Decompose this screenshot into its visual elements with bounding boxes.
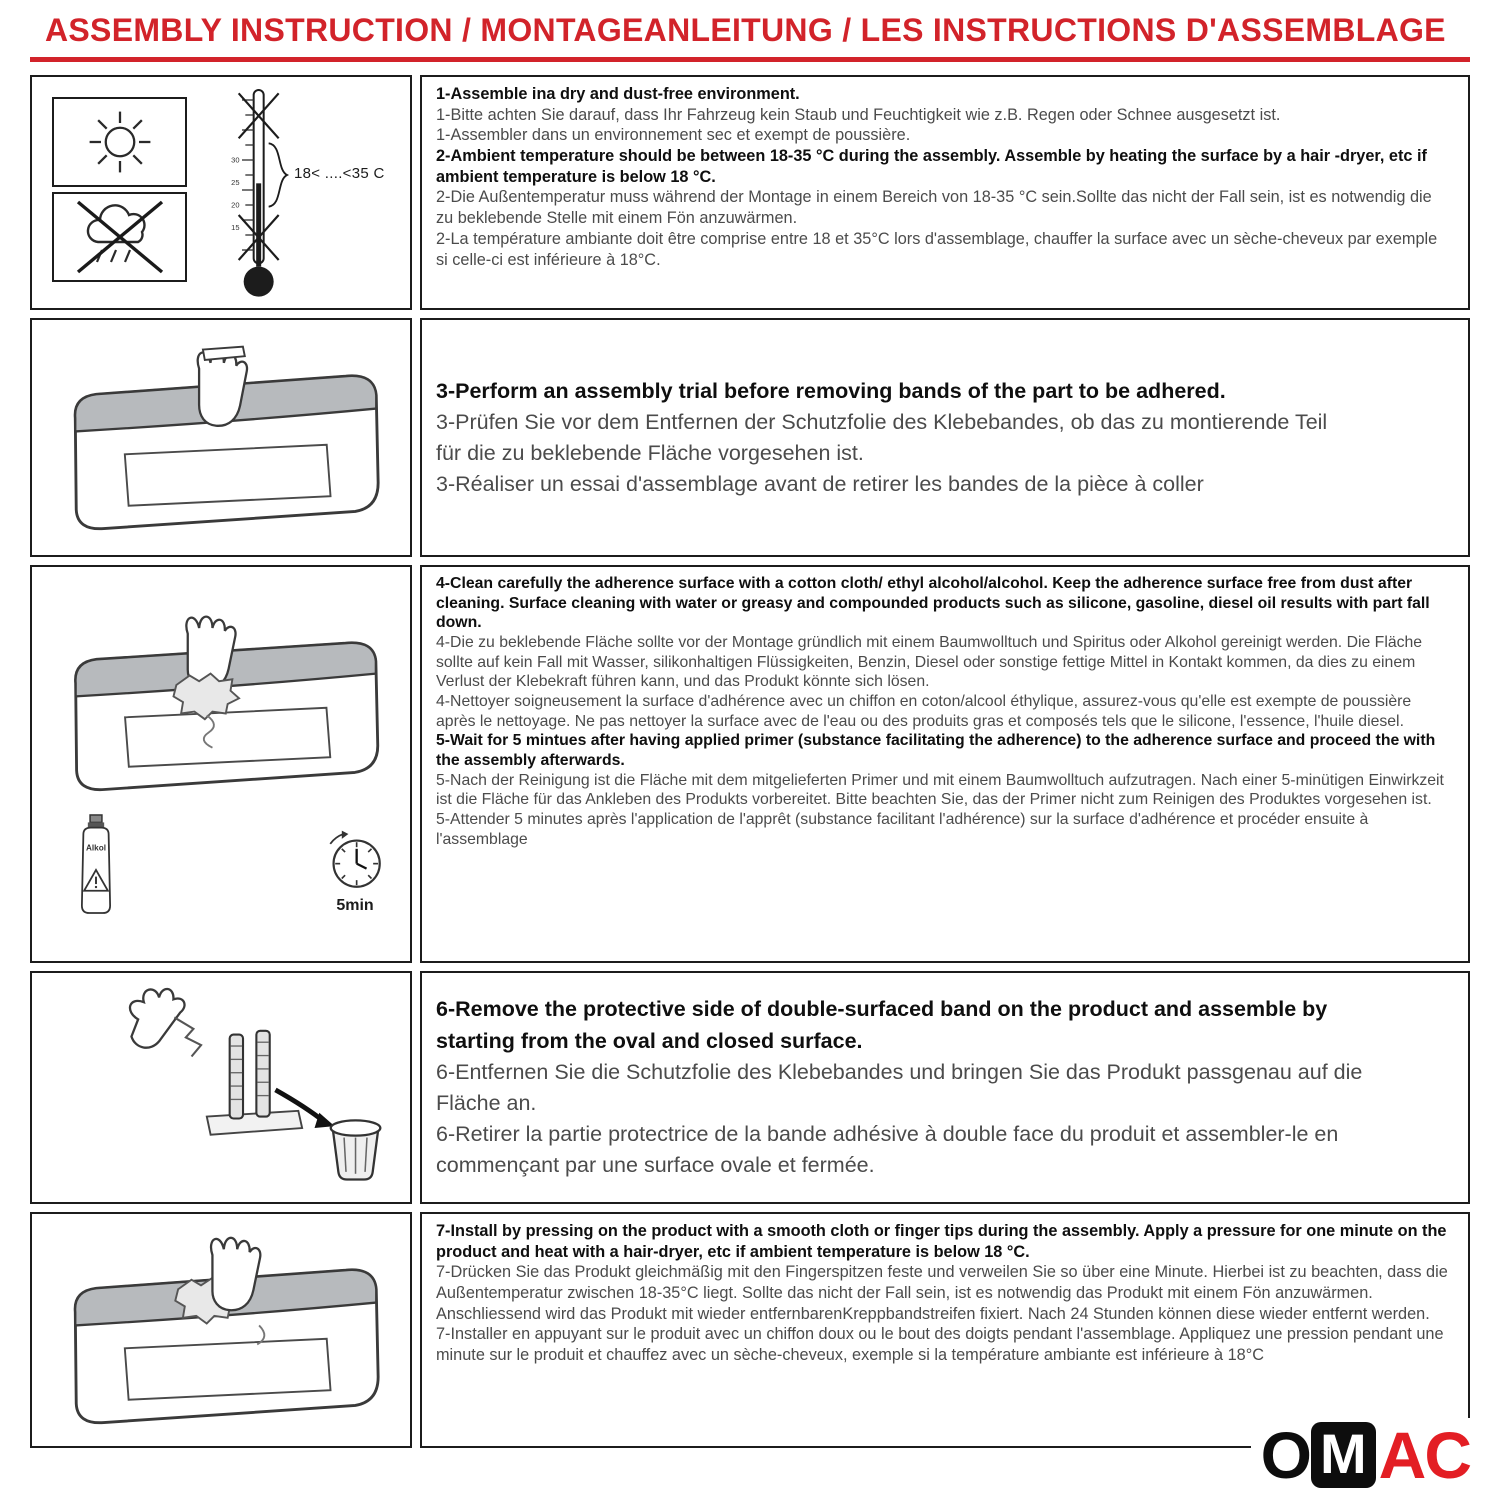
step3-de: 3-Prüfen Sie vor dem Entfernen der Schutzfolie des Klebebandes, ob das zu montierende Teil für die zu beklebende Fläche vorgesehen ist.	[436, 409, 1328, 465]
wait-timer	[320, 829, 390, 915]
step2-fr: 2-La température ambiante doit être comprise entre 18 et 35°C lors d'assemblage, chauffer la surface avec un sèche-cheveux par exemple si celle-ci est inférieure à 18°C.	[436, 229, 1438, 269]
range-brace	[269, 143, 287, 206]
step2-en: 2-Ambient temperature should be between 18-35 °C during the assembly. Assemble by heating the surface by a hair -dryer, etc if ambient temperature is below 18 °C.	[436, 147, 1427, 186]
trial-fit-illustration	[44, 340, 398, 540]
steps-4-5-text	[420, 565, 1470, 963]
step3-fr: 3-Réaliser un essai d'assemblage avant de retirer les bandes de la pièce à coller	[436, 472, 1204, 497]
glove-hand-icon	[130, 989, 201, 1057]
step-6-text	[420, 971, 1470, 1204]
page-title: ASSEMBLY INSTRUCTION / MONTAGEANLEITUNG / LES INSTRUCTIONS D'ASSEMBLAGE	[45, 12, 1446, 48]
section-remove-band	[30, 971, 1470, 1204]
logo-letters-ac: AC	[1378, 1418, 1470, 1492]
step2-de: 2-Die Außentemperatur muss während der Montage in einem Bereich von 18-35 °C sein.Sollte das nicht der Fall sein, ist es notwendig die zu beklebende Stelle mit einem Fön anzuwärmen.	[436, 188, 1432, 228]
no-rain-icon-box	[52, 192, 187, 282]
thermo-tick: 15	[231, 223, 240, 232]
step1-en: 1-Assemble ina dry and dust-free environment.	[436, 85, 800, 103]
step7-en: 7-Install by pressing on the product with a smooth cloth or finger tips during the assembly. Apply a pressure for one minute on the product and heat with a hair-dryer, etc if ambient temperature is below 18 °C.	[436, 1222, 1447, 1261]
press-install-illustration	[44, 1234, 398, 1434]
clock-icon	[322, 829, 388, 895]
section-cleaning	[30, 565, 1470, 963]
peeled-film-icon	[174, 1017, 201, 1056]
cleaning-illustration-box	[30, 565, 412, 963]
no-rain-icon	[72, 198, 168, 276]
thermo-tick: 30	[231, 155, 240, 165]
thermometer-icon	[217, 83, 317, 307]
logo-letter-m: M	[1311, 1422, 1376, 1488]
step5-en: 5-Wait for 5 mintues after having applied primer (substance facilitating the adherence) to the adherence surface and proceed the with the assembly afterwards.	[436, 732, 1436, 769]
surface-cleaning-illustration	[44, 609, 398, 799]
step3-en: 3-Perform an assembly trial before removing bands of the part to be adhered.	[436, 378, 1226, 403]
step5-fr: 5-Attender 5 minutes après l'application de l'apprêt (substance facilitant l'adhérence) sur la surface d'adhérence et procéder ensuite à l'assemblage	[436, 810, 1369, 848]
trial-illustration-box	[30, 318, 412, 557]
title-underline	[30, 57, 1470, 62]
wait-time-label: 5min	[336, 897, 374, 914]
step6-fr: 6-Retirer la partie protectrice de la bande adhésive à double face du produit et assembler-le en commençant par une surface ovale et fermée.	[436, 1122, 1339, 1178]
bottle-label: Alkol	[86, 843, 106, 853]
alcohol-bottle-icon	[70, 812, 122, 916]
step1-fr: 1-Assembler dans un environnement sec et exempt de poussière.	[436, 126, 911, 145]
thermo-tick: 20	[231, 200, 240, 210]
omac-logo	[1251, 1418, 1470, 1492]
press-illustration-box	[30, 1212, 412, 1448]
step7-de: 7-Drücken Sie das Produkt gleichmäßig mit den Fingerspitzen feste und verweilen Sie so über eine Minute. Hierbei ist zu beachten, dass die Außentemperatur zwischen 18-35°C liegt. Sollte das nicht der Fall sein, ist es notwendig das Produkt mit einem Fön anzuwärmen. Anschliessend wird das Produkt mit wieder entfernbarenKreppbandstreifen fixiert. Nach 24 Stunden können diese wieder entfernt werden.	[436, 1263, 1448, 1323]
sun-icon	[82, 104, 158, 180]
step4-en: 4-Clean carefully the adherence surface with a cotton cloth/ ethyl alcohol/alcohol. Keep the adherence surface free from dust after cleaning. Surface cleaning with water or greasy and compounded products such as silicone, gasoline, diesel oil results with part fall down.	[436, 575, 1430, 632]
step-3-text	[420, 318, 1470, 557]
section-environment	[30, 75, 1470, 310]
logo-letter-o: O	[1260, 1418, 1311, 1492]
sun-icon-box	[52, 97, 187, 187]
step1-de: 1-Bitte achten Sie darauf, dass Ihr Fahrzeug kein Staub und Feuchtigkeit wie z.B. Regen oder Schnee ausgesetzt ist.	[436, 105, 1281, 124]
section-press-install	[30, 1212, 1470, 1448]
trash-bin-icon	[331, 1120, 381, 1179]
tape-disposal-illustration	[46, 985, 400, 1190]
step7-fr: 7-Installer en appuyant sur le produit avec un chiffon doux ou le bout des doigts pendant l'assemblage. Appliquez une pression pendant une minute sur le produit et chauffez avec un sèche-cheveux, exemple si la température ambiante est inférieure à 18°C	[436, 1325, 1444, 1365]
adhesive-strips-icon	[230, 1031, 270, 1119]
steps-1-2-text	[420, 75, 1470, 310]
step4-de: 4-Die zu beklebende Fläche sollte vor der Montage gründlich mit einem Baumwolltuch und Spiritus oder Alkohol gereinigt werden. Die Fläche sollte auf kein Fall mit Wasser, silikonhaltigen Flüssigkeiten, Benzin, Diesel oder sonstige fettige Mittel in Kontakt kommen, da dies zu einem Verlust der Klebekraft führen kann, und das Produkt könnte sich lösen.	[436, 633, 1423, 691]
step4-fr: 4-Nettoyer soigneusement la surface d'adhérence avec un chiffon en coton/alcool éthylique, assurez-vous qu'elle est exempte de poussière après le nettoyage. Ne pas nettoyer la surface avec de l'eau ou des produits gras et composés tels que le silicone, l'essence, l'huile diesel.	[436, 692, 1412, 730]
step6-en: 6-Remove the protective side of double-surfaced band on the product and assemble by starting from the oval and closed surface.	[436, 997, 1328, 1053]
step6-de: 6-Entfernen Sie die Schutzfolie des Klebebandes und bringen Sie das Produkt passgenau auf die Fläche an.	[436, 1059, 1363, 1115]
temperature-range-label: 18< ....<35 C	[294, 165, 385, 182]
section-assembly-trial	[30, 318, 1470, 557]
thermo-tick: 25	[231, 178, 240, 187]
environment-illustration-box	[30, 75, 412, 310]
step-7-text	[420, 1212, 1470, 1448]
step5-de: 5-Nach der Reinigung ist die Fläche mit dem mitgelieferten Primer und mit einem Baumwolltuch aufzutragen. Nach einer 5-minütigen Einwirkzeit ist die Fläche für das Ankleben des Produkts vorbereitet. Bitte beachten Sie, das der Primer nicht zum Reinigen des Produktes vorgesehen ist.	[436, 771, 1444, 809]
band-removal-illustration-box	[30, 971, 412, 1204]
